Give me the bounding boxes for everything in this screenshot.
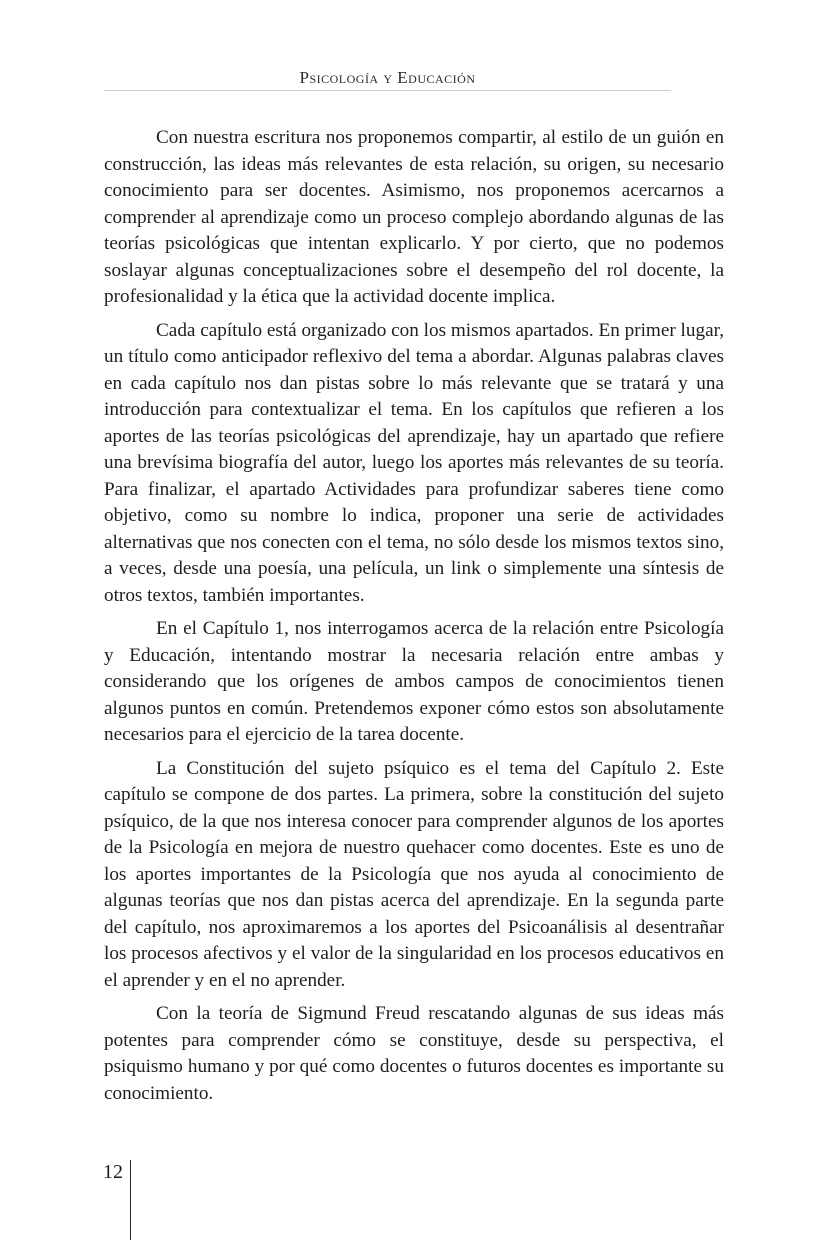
paragraph: Con la teoría de Sigmund Freud rescatando algunas de sus ideas más potentes para comprender cómo se constituye, desde su perspectiva, el psiquismo humano y por qué como docentes o futuros docentes es importante su conocimiento. (104, 1003, 724, 1104)
paragraph: Con nuestra escritura nos proponemos compartir, al estilo de un guión en construcción, las ideas más relevantes de esta relación, su origen, su necesario conocimiento para ser docentes. Asimismo, nos proponemos acercarnos a comprender al aprendizaje como un proceso complejo abordando algunas de las teorías psicológicas que intentan explicarlo. Y por cierto, que no podemos soslayar algunas conceptualizaciones sobre el desempeño del rol docente, la profesionalidad y la ética que la actividad docente implica. (104, 127, 724, 307)
page-margin-rule (130, 1160, 131, 1240)
running-header-title: Psicología y Educación (299, 68, 476, 87)
page-number: 12 (103, 1161, 123, 1183)
header-divider (104, 90, 671, 91)
paragraph: Cada capítulo está organizado con los mismos apartados. En primer lugar, un título como anticipador reflexivo del tema a abordar. Algunas palabras claves en cada capítulo nos dan pistas sobre lo más relevante que se tratará y una introducción para contextualizar el tema. En los capítulos que refieren a los aportes de las teorías psicológicas del aprendizaje, hay un apartado que refiere una brevísima biografía del autor, luego los aportes más relevantes de su teoría. Para finalizar, el apartado Actividades para profundizar saberes tiene como objetivo, como su nombre lo indica, proponer una serie de actividades alternativas que nos conecten con el tema, no sólo desde los mismos textos sino, a veces, desde una poesía, una película, un link o simplemente una síntesis de otros textos, también importantes. (104, 319, 724, 606)
paragraph: La Constitución del sujeto psíquico es el tema del Capítulo 2. Este capítulo se compone de dos partes. La primera, sobre la constitución del sujeto psíquico, de la que nos interesa conocer para comprender algunos de los aportes de la Psicología en mejora de nuestro quehacer como docentes. Este es uno de los aportes importantes de la Psicología que nos ayuda al conocimiento de algunas teorías que nos dan pistas acerca del aprendizaje. En la segunda parte del capítulo, nos aproximaremos a los aportes del Psicoanálisis al desentrañar los procesos afectivos y el valor de la singularidad en los procesos educativos en el aprender y en el no aprender. (104, 757, 724, 991)
paragraph: En el Capítulo 1, nos interrogamos acerca de la relación entre Psicología y Educación, intentando mostrar la necesaria relación entre ambas y considerando que los orígenes de ambos campos de conocimientos tienen algunos puntos en común. Pretendemos exponer cómo estos son absolutamente necesarios para el ejercicio de la tarea docente. (104, 618, 724, 745)
body-text (104, 125, 724, 1114)
